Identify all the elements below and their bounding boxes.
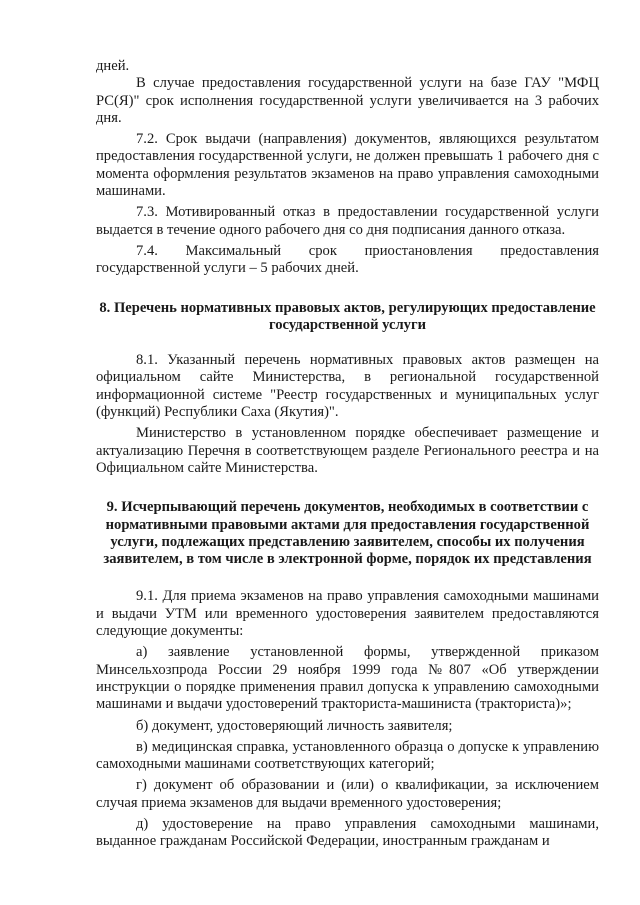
paragraph-mfc: В случае предоставления государственной услуги на базе ГАУ "МФЦ РС(Я)" срок исполнения государственной услуги увеличивается на 3 рабочих дня. [96, 75, 599, 126]
list-item-v: в) медицинская справка, установленного образца о допуске к управлению самоходными машинами соответствующих категорий; [96, 738, 599, 773]
list-item-g: г) документ об образовании и (или) о квалификации, за исключением случая приема экзаменов для выдачи временного удостоверения; [96, 777, 599, 811]
paragraph-8-1: 8.1. Указанный перечень нормативных правовых актов размещен на официальном сайте Министерства, в региональной государственной информационной системе "Реестр государственных и муниципальных услуг (функций) Республики Саха (Якутия)". [96, 352, 599, 421]
paragraph-7-3: 7.3. Мотивированный отказ в предоставлении государственной услуги выдается в течение одного рабочего дня со дня подписания данного отказа. [96, 204, 599, 238]
section-8-heading: 8. Перечень нормативных правовых актов, регулирующих предоставление государственной услуги [99, 299, 596, 333]
list-item-a: а) заявление установленной формы, утвержденной приказом Минсельхозпрода России 29 ноября 1999 года №807 «Об утверждении инструкции о порядке применения правил допуска к управлению самоходными машинами и выдачи удостоверений тракториста-машиниста (тракториста)»; [96, 644, 599, 713]
paragraph-7-2: 7.2. Срок выдачи (направления) документов, являющихся результатом предоставления государственной услуги, не должен превышать 1 рабочего дня с момента оформления результатов экзаменов на право управления самоходными машинами. [96, 131, 599, 200]
document-body [96, 58, 599, 851]
list-item-d: д) удостоверение на право управления самоходными машинами, выданное гражданам Российской Федерации, иностранным гражданам и [96, 815, 599, 850]
section-9-heading: 9. Исчерпывающий перечень документов, необходимых в соответствии с нормативными правовыми актами для предоставления государственной услуги, подлежащих представлению заявителем, способы их получения заявителем, в том числе в электронной форме, порядок их представления [103, 499, 592, 568]
intro-fragment: дней. [96, 58, 130, 74]
list-item-b: б) документ, удостоверяющий личность заявителя; [136, 717, 453, 734]
paragraph-8-2: Министерство в установленном порядке обеспечивает размещение и актуализацию Перечня в соответствующем разделе Регионального реестра и на Официальном сайте Министерства. [96, 425, 599, 476]
paragraph-7-4: 7.4. Максимальный срок приостановления предоставления государственной услуги – 5 рабочих дней. [96, 242, 599, 277]
paragraph-9-1: 9.1. Для приема экзаменов на право управления самоходными машинами и выдачи УТМ или временного удостоверения заявителем предоставляются следующие документы: [96, 588, 599, 640]
